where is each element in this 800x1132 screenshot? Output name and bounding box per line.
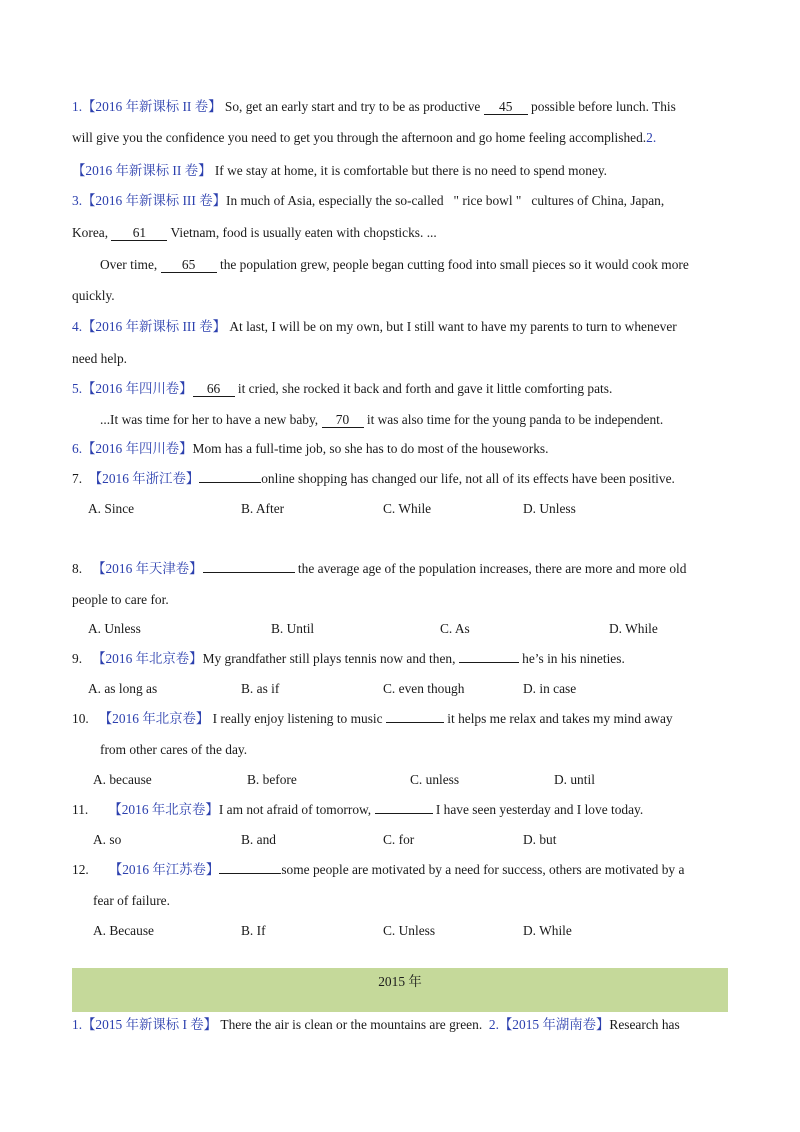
question-text: Research has	[609, 1017, 680, 1032]
question-number: 10.	[72, 711, 89, 726]
question-text: Vietnam, food is usually eaten with chopsticks. ...	[167, 225, 437, 240]
answer-blank	[203, 572, 295, 573]
question-4	[72, 318, 677, 336]
question-4-continued	[72, 350, 127, 368]
question-12	[72, 861, 684, 879]
question-12-continued	[93, 892, 170, 910]
option-b[interactable]: B. If	[241, 923, 266, 938]
answer-blank: 65	[161, 257, 217, 273]
source-tag: 【2016 年北京卷】	[98, 711, 210, 726]
question-text: online shopping has changed our life, not all of its effects have been positive.	[261, 471, 675, 486]
question-5	[72, 380, 612, 398]
question-text: it cried, she rocked it back and forth and gave it little comforting pats.	[234, 381, 613, 396]
question-text: he’s in his nineties.	[518, 651, 625, 666]
option-a[interactable]: A. because	[93, 772, 152, 787]
question-text: will give you the confidence you need to get you through the afternoon and go home feeling accomplished.	[72, 130, 647, 145]
option-d[interactable]: D. until	[554, 772, 595, 787]
source-tag: 【2016 年北京卷】	[92, 651, 203, 666]
option-d[interactable]: D. in case	[523, 681, 577, 696]
question-number: 8.	[72, 561, 83, 576]
question-text: I really enjoy listening to music	[209, 711, 386, 726]
option-a[interactable]: A. Unless	[88, 621, 141, 636]
option-d[interactable]: D. but	[523, 832, 557, 847]
question-5-continued	[100, 411, 663, 429]
question-9	[72, 650, 625, 668]
question-text: people to care for.	[72, 592, 169, 607]
question-text: it helps me relax and takes my mind away	[443, 711, 673, 726]
question-number: 6.	[72, 441, 83, 456]
question-8	[72, 560, 686, 578]
question-text: fear of failure.	[93, 893, 170, 908]
option-b[interactable]: B. Until	[271, 621, 315, 636]
option-c[interactable]: C. As	[440, 621, 470, 636]
source-tag: 【2016 年新课标 III 卷】	[82, 193, 226, 208]
source-tag: 【2016 年天津卷】	[92, 561, 203, 576]
source-tag: 【2016 年北京卷】	[108, 802, 219, 817]
option-b[interactable]: B. before	[247, 772, 297, 787]
question-number: 7.	[72, 471, 83, 486]
answer-blank	[386, 722, 444, 723]
question-number: 3.	[72, 193, 83, 208]
question-number: 11.	[72, 802, 89, 817]
question-number: 2.	[488, 1017, 499, 1032]
source-tag: 【2016 年四川卷】	[82, 441, 193, 456]
question-7	[72, 470, 675, 488]
question-3-line-4	[72, 287, 115, 305]
question-number: 9.	[72, 651, 83, 666]
question-number: 5.	[72, 381, 83, 396]
answer-blank	[199, 482, 261, 483]
question-text: the average age of the population increases, there are more and more old	[294, 561, 687, 576]
option-d[interactable]: D. While	[523, 923, 572, 938]
option-b[interactable]: B. After	[241, 501, 285, 516]
source-tag: 【2016 年新课标 II 卷】	[82, 99, 222, 114]
option-c[interactable]: C. for	[383, 832, 415, 847]
question-11	[72, 801, 643, 819]
source-tag: 【2015 年新课标 I 卷】	[82, 1017, 218, 1032]
option-a[interactable]: A. Since	[88, 501, 135, 516]
questions-2015	[72, 1016, 680, 1034]
answer-blank: 61	[111, 225, 167, 241]
question-text: it was also time for the young panda to be independent.	[363, 412, 664, 427]
question-number: 2.	[646, 130, 657, 145]
option-b[interactable]: B. and	[241, 832, 276, 847]
question-text: So, get an early start and try to be as productive	[221, 99, 484, 114]
question-number: 12.	[72, 862, 89, 877]
question-text: There the air is clean or the mountains are green.	[217, 1017, 483, 1032]
question-text: Korea,	[72, 225, 112, 240]
question-2	[72, 162, 607, 180]
question-text: Over time,	[100, 257, 161, 272]
question-number: 4.	[72, 319, 83, 334]
question-6	[72, 440, 548, 458]
option-a[interactable]: A. so	[93, 832, 122, 847]
answer-blank: 45	[484, 99, 528, 115]
answer-blank	[375, 813, 433, 814]
source-tag: 【2016 年江苏卷】	[108, 862, 220, 877]
answer-blank: 66	[193, 381, 235, 397]
question-1	[72, 98, 676, 116]
question-3-line-3	[100, 256, 689, 274]
question-text: ...It was time for her to have a new baby,	[100, 412, 322, 427]
answer-blank	[219, 873, 281, 874]
source-tag: 【2015 年湖南卷】	[498, 1017, 610, 1032]
question-text: I am not afraid of tomorrow,	[218, 802, 375, 817]
question-text: possible before lunch. This	[527, 99, 676, 114]
question-8-continued	[72, 591, 169, 609]
option-a[interactable]: A. Because	[93, 923, 154, 938]
question-text: If we stay at home, it is comfortable but there is no need to spend money.	[211, 163, 608, 178]
question-text: the population grew, people began cutting food into small pieces so it would cook more	[216, 257, 689, 272]
question-number: 1.	[72, 1017, 83, 1032]
option-b[interactable]: B. as if	[241, 681, 280, 696]
question-text: In much of Asia, especially the so-called " rice bowl " cultures of China, Japan,	[225, 193, 665, 208]
question-text: need help.	[72, 351, 128, 366]
question-text: some people are motivated by a need for success, others are motivated by a	[281, 862, 685, 877]
question-text: Mom has a full-time job, so she has to do most of the houseworks.	[192, 441, 549, 456]
question-3	[72, 192, 664, 210]
option-c[interactable]: C. Unless	[383, 923, 436, 938]
question-1-continued	[72, 129, 656, 147]
section-title: 2015 年	[378, 974, 422, 989]
section-header-2015	[72, 968, 728, 1012]
question-number: 1.	[72, 99, 83, 114]
question-text: from other cares of the day.	[100, 742, 248, 757]
option-c[interactable]: C. unless	[410, 772, 460, 787]
source-tag: 【2016 年新课标 III 卷】	[82, 319, 226, 334]
option-d[interactable]: D. Unless	[523, 501, 576, 516]
question-10-continued	[100, 741, 247, 759]
option-c[interactable]: C. While	[383, 501, 432, 516]
option-d[interactable]: D. While	[609, 621, 658, 636]
question-text: quickly.	[72, 288, 115, 303]
answer-blank	[459, 662, 519, 663]
question-text: My grandfather still plays tennis now and then,	[202, 651, 459, 666]
source-tag: 【2016 年四川卷】	[82, 381, 193, 396]
answer-blank: 70	[322, 412, 364, 428]
question-text: I have seen yesterday and I love today.	[432, 802, 644, 817]
option-c[interactable]: C. even though	[383, 681, 465, 696]
source-tag: 【2016 年新课标 II 卷】	[72, 163, 212, 178]
option-a[interactable]: A. as long as	[88, 681, 158, 696]
question-10	[72, 710, 673, 728]
question-3-line-2	[72, 224, 437, 242]
question-text: At last, I will be on my own, but I still want to have my parents to turn to whenever	[225, 319, 677, 334]
source-tag: 【2016 年浙江卷】	[88, 471, 200, 486]
